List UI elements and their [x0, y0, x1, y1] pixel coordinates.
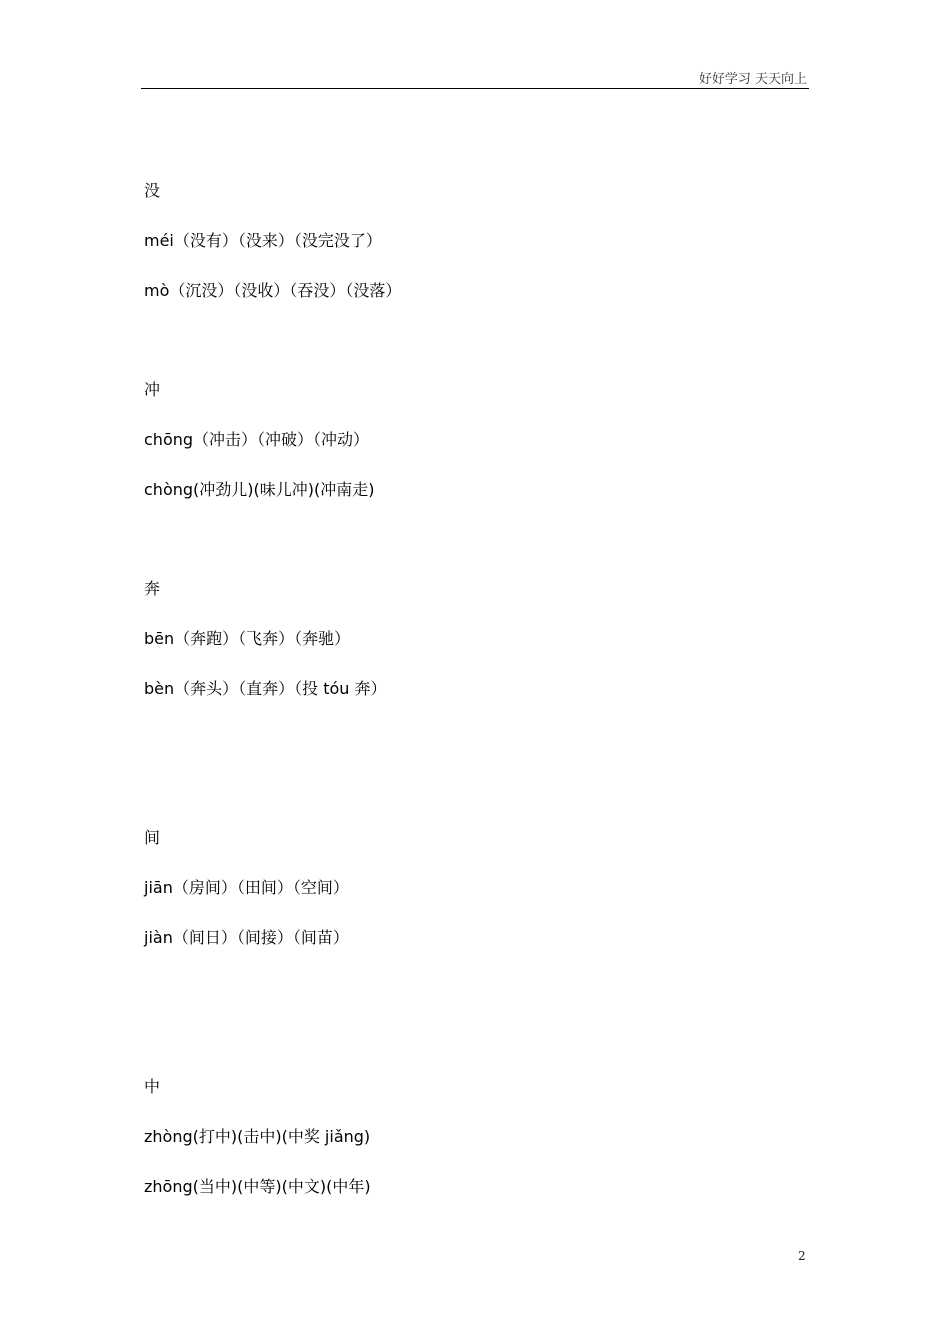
entry-reading: zhōng(当中)(中等)(中文)(中年) [144, 1177, 371, 1196]
entry-reading: chòng(冲劲儿)(味儿冲)(冲南走) [144, 480, 375, 499]
header-motto: 好好学习 天天向上 [698, 72, 807, 87]
entry-reading: méi（没有）（没来）（没完没了） [144, 231, 382, 250]
entry-character: 奔 [144, 579, 161, 598]
entry-reading: zhòng(打中)(击中)(中奖 jiǎng) [144, 1127, 371, 1146]
entry-character: 冲 [144, 380, 161, 399]
entry-character: 中 [144, 1077, 161, 1096]
entry-character: 没 [144, 181, 161, 200]
entry-reading: mò（沉没）（没收）（吞没）（没落） [144, 281, 402, 300]
entry-reading: jiàn（间日）（间接）（间苗） [144, 928, 349, 947]
entry-reading: jiān（房间）（田间）（空间） [144, 878, 349, 897]
entry-reading: bēn（奔跑）（飞奔）（奔驰） [144, 629, 351, 648]
entry-character: 间 [144, 828, 161, 847]
entry-reading: chōng（冲击）（冲破）（冲动） [144, 430, 370, 449]
entry-reading: bèn（奔头）（直奔）（投 tóu 奔） [144, 679, 387, 698]
page-number: 2 [798, 1249, 806, 1263]
page-header [141, 64, 809, 89]
